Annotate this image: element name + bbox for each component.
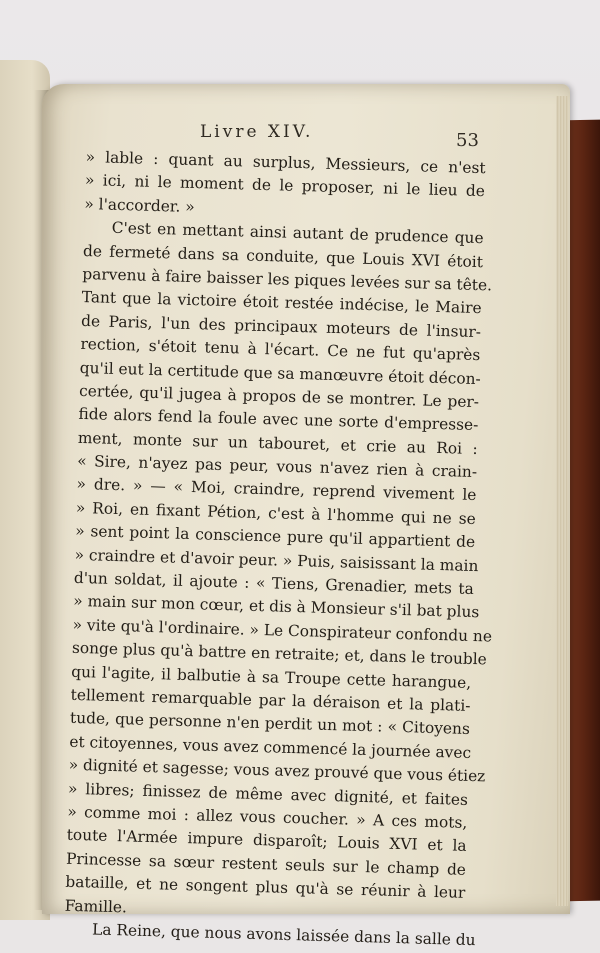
text-line: » lable : quant au surplus, Messieurs, ce n'est bbox=[85, 147, 486, 178]
text-line: bataille, et ne songent plus qu'à se réunir à leur bbox=[65, 872, 466, 902]
text-line: » ici, ni le moment de le proposer, ni le lieu de bbox=[84, 171, 486, 201]
text-line: ment, monte sur un tabouret, et crie au Roi : bbox=[77, 428, 478, 458]
text-line: de Paris, l'un des principaux moteurs de l'insur- bbox=[80, 311, 482, 341]
text-line: rection, s'étoit tenu à l'écart. Ce ne fut qu'après bbox=[80, 335, 481, 365]
text-line: d'un soldat, il ajoute : « Tiens, Grenadier, mets ta bbox=[73, 568, 475, 599]
text-line: songe plus qu'à battre en retraite; et, dans le trouble bbox=[71, 639, 488, 669]
text-line: » vite qu'à l'ordinaire. » Le Conspirateur confondu ne bbox=[72, 615, 493, 646]
text-line: tude, que personne n'en perdit un mot : « Citoyens bbox=[69, 709, 471, 739]
text-line: » libres; finissez de même avec dignité, et faites bbox=[67, 779, 469, 809]
body-text bbox=[64, 146, 493, 952]
text-line: » main sur mon cœur, et dis à Monsieur s'il bat plus bbox=[73, 592, 480, 622]
text-line: Tant que la victoire étoit restée indécise, le Maire bbox=[81, 288, 482, 318]
text-line: de fermeté dans sa conduite, que Louis XVI étoit bbox=[82, 241, 484, 271]
text-line: toute l'Armée impure disparoît; Louis XVI et la bbox=[66, 826, 467, 856]
text-line: et citoyennes, vous avez commencé la journée avec bbox=[69, 732, 472, 762]
text-line: » comme moi : allez vous coucher. » A ces mots, bbox=[67, 802, 468, 832]
text-line: qui l'agite, il balbutie à sa Troupe cette harangue, bbox=[71, 662, 472, 692]
text-line: C'est en mettant ainsi autant de prudence que bbox=[111, 218, 484, 248]
text-line: » l'accorder. » bbox=[84, 194, 195, 216]
text-line: Famille. bbox=[64, 896, 128, 916]
text-line: Princesse sa sœur restent seuls sur le champ de bbox=[65, 849, 467, 879]
text-line: » dre. » — « Moi, craindre, reprend vivement le bbox=[76, 475, 477, 505]
text-line: « Sire, n'ayez pas peur, vous n'avez rien à crain- bbox=[76, 451, 478, 482]
text-line: » craindre et d'avoir peur. » Puis, saisissant la main bbox=[74, 545, 479, 575]
text-line: » sent point la conscience pure qu'il appartient de bbox=[74, 522, 476, 552]
running-head: Livre XIV. bbox=[200, 122, 314, 142]
page-number: 53 bbox=[456, 130, 479, 151]
text-line: » Roi, en fixant Pétion, c'est à l'homme qui ne se bbox=[75, 498, 476, 528]
text-line: qu'il eut la certitude que sa manœuvre étoit décon- bbox=[79, 358, 481, 388]
text-line: certée, qu'il jugea à propos de se montrer. Le per- bbox=[78, 381, 480, 411]
text-line: fide alors fend la foule avec une sorte d'empresse- bbox=[78, 405, 479, 435]
text-line: La Reine, que nous avons laissée dans la salle du bbox=[91, 920, 476, 950]
text-line: » dignité et sagesse; vous avez prouvé que vous étiez bbox=[68, 755, 486, 786]
page-edges bbox=[556, 96, 568, 906]
text-line: parvenu à faire baisser les piques levées sur sa tête. bbox=[82, 264, 493, 295]
text-line: tellement remarquable par la déraison et la plati- bbox=[70, 685, 471, 715]
